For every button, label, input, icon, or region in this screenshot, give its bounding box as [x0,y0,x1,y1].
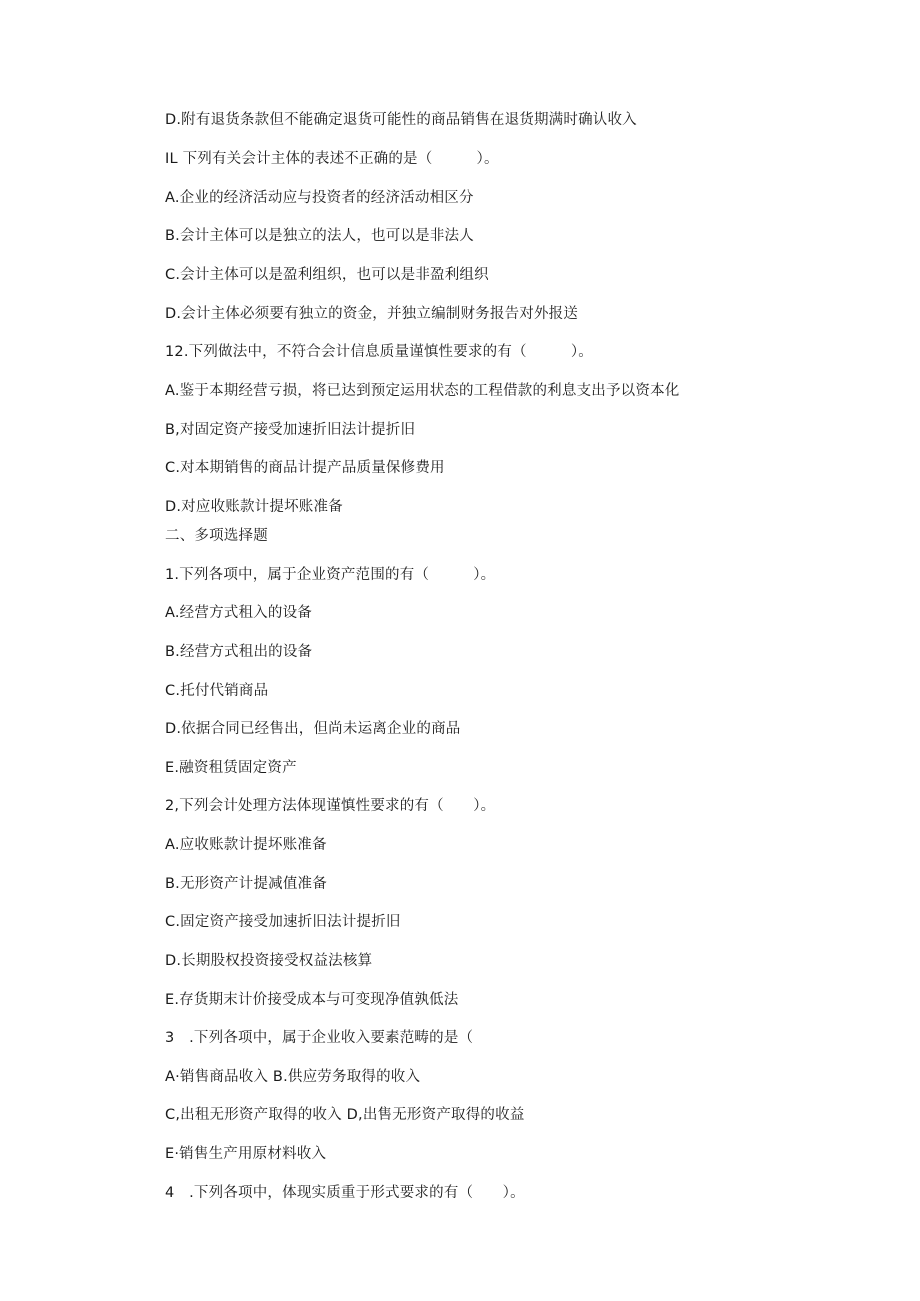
q11-option-c: C.会计主体可以是盈利组织，也可以是非盈利组织 [165,267,489,283]
mc1-option-b: B.经营方式租出的设备 [165,644,313,660]
q12-option-a: A.鉴于本期经营亏损，将已达到预定运用状态的工程借款的利息支出予以资本化 [165,383,680,399]
mc-question-3: 3 .下列各项中，属于企业收入要素范畴的是（ [165,1030,474,1046]
mc-question-4: 4 .下列各项中，体现实质重于形式要求的有（ ）。 [165,1185,525,1201]
question-11: IL 下列有关会计主体的表述不正确的是（ ）。 [165,151,499,167]
mc1-option-c: C.托付代销商品 [165,683,269,699]
mc2-option-a: A.应收账款计提坏账准备 [165,837,327,853]
option-d-return-clause: D.附有退货条款但不能确定退货可能性的商品销售在退货期满时确认收入 [165,112,637,128]
mc1-option-d: D.依据合同已经售出，但尚未运离企业的商品 [165,721,461,737]
mc3-options-c-d: C,出租无形资产取得的收入 D,出售无形资产取得的收益 [165,1107,525,1123]
mc2-option-b: B.无形资产计提减值准备 [165,876,327,892]
mc3-option-e: E·销售生产用原材料收入 [165,1146,327,1162]
q12-option-c: C.对本期销售的商品计提产品质量保修费用 [165,460,445,476]
mc3-options-a-b: A·销售商品收入 B.供应劳务取得的收入 [165,1069,421,1085]
q11-option-b: B.会计主体可以是独立的法人，也可以是非法人 [165,228,474,244]
question-12: 12.下列做法中，不符合会计信息质量谨慎性要求的有（ ）。 [165,344,594,360]
q11-option-d: D.会计主体必须要有独立的资金，并独立编制财务报告对外报送 [165,306,579,322]
q12-option-d: D.对应收账款计提坏账准备 [165,499,343,515]
mc2-option-e: E.存货期末计价接受成本与可变现净值孰低法 [165,992,459,1008]
mc-question-1: 1.下列各项中，属于企业资产范围的有（ ）。 [165,567,496,583]
mc2-option-d: D.长期股权投资接受权益法核算 [165,953,373,969]
mc1-option-e: E.融资租赁固定资产 [165,760,297,776]
q12-option-b: B,对固定资产接受加速折旧法计提折旧 [165,422,416,438]
q11-option-a: A.企业的经济活动应与投资者的经济活动相区分 [165,190,474,206]
mc2-option-c: C.固定资产接受加速折旧法计提折旧 [165,914,401,930]
mc-question-2: 2,下列会计处理方法体现谨慎性要求的有（ ）。 [165,798,496,814]
section-heading-multiple-choice: 二、多项选择题 [165,528,268,544]
mc1-option-a: A.经营方式租入的设备 [165,605,312,621]
